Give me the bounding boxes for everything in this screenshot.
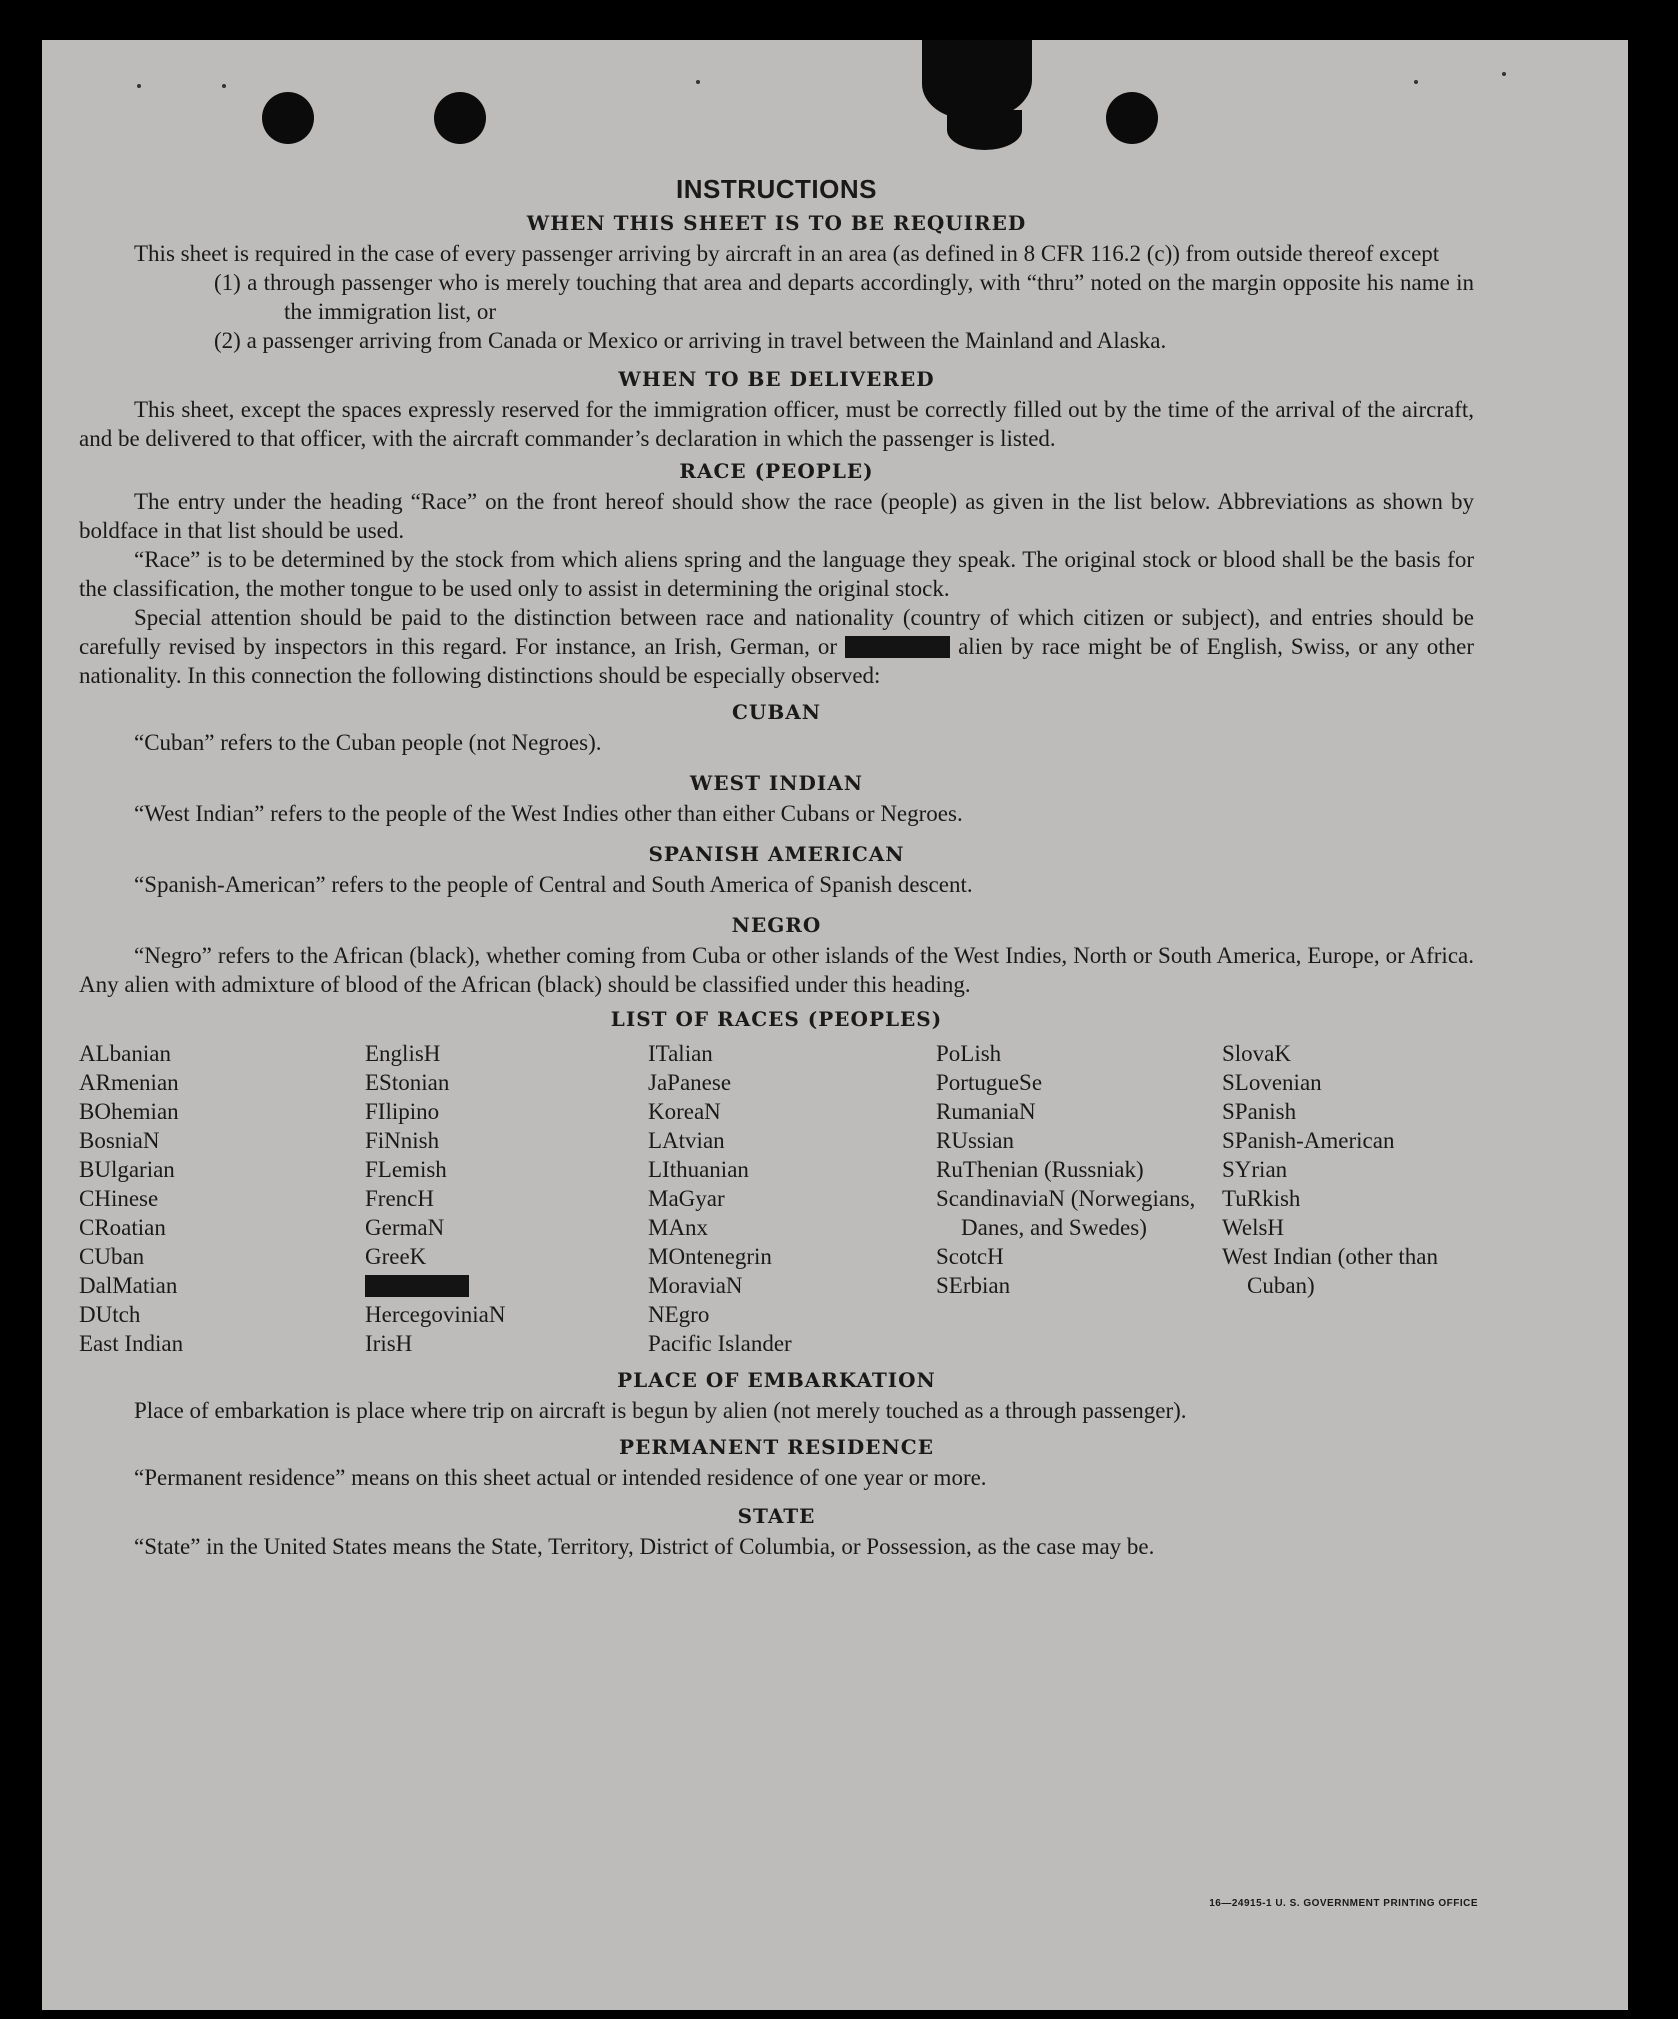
race-list-item: FrencH (365, 1186, 434, 1211)
redaction-mark (845, 636, 950, 658)
heading-cuban: CUBAN (731, 700, 822, 724)
race-list-item: RUssian (936, 1128, 1014, 1153)
negro-text: “Negro” refers to the African (black), whether coming from Cuba or other islands of the West Indies, North or South America, Europe, or Africa. Any alien with admixture of blood of the African (black) should be classified under this heading. (79, 943, 1474, 997)
race-list-item: IrisH (365, 1331, 413, 1356)
race-list-item: ALbanian (79, 1041, 171, 1066)
race-list-item: ScandinaviaN (Norwegians, Danes, and Swedes) (936, 1186, 1196, 1240)
race-list-item: BosniaN (79, 1128, 160, 1153)
heading-negro: NEGRO (731, 913, 822, 937)
race-paragraph-3-a: Special attention should be paid to the distinction between race and nationality (country of which citizen or subject), and entries should be carefully revised by inspectors in this regard. For instance, an Irish, German, or (79, 605, 1474, 659)
races-column (1222, 1039, 1474, 1358)
race-list-item: WelsH (1222, 1215, 1285, 1240)
race-list-item: MoraviaN (648, 1273, 743, 1298)
race-list-item: SLovenian (1222, 1070, 1322, 1095)
race-list-item: NEgro (648, 1302, 710, 1327)
when-required-item-1: (1) a through passenger who is merely touching that area and departs accordingly, with “thru” noted on the margin opposite his name in the immigration list, or (214, 270, 1474, 324)
race-paragraph-1: The entry under the heading “Race” on the front hereof should show the race (people) as given in the list below. Abbreviations as shown by boldface in that list should be used. (79, 489, 1474, 543)
state-text: “State” in the United States means the State, Territory, District of Columbia, or Possession, as the case may be. (134, 1534, 1155, 1559)
heading-when-delivered: WHEN TO BE DELIVERED (618, 367, 935, 391)
race-list-item: CRoatian (79, 1215, 166, 1240)
speck (696, 80, 700, 84)
west-indian-text: “West Indian” refers to the people of the West Indies other than either Cubans or Negroes. (134, 801, 963, 826)
race-list-item: RumaniaN (936, 1099, 1036, 1124)
punch-hole-center-left (434, 92, 486, 144)
speck (137, 84, 141, 88)
race-list-item: JaPanese (648, 1070, 732, 1095)
printer-imprint: 16—24915-1 U. S. GOVERNMENT PRINTING OFFICE (1209, 1898, 1478, 1909)
race-list-item: ITalian (648, 1041, 713, 1066)
heading-list-of-races: LIST OF RACES (PEOPLES) (610, 1007, 943, 1031)
race-paragraph-3 (79, 603, 1474, 690)
heading-state: STATE (737, 1504, 816, 1528)
embarkation-text: Place of embarkation is place where trip on aircraft is begun by alien (not merely touched as a through passenger). (134, 1398, 1187, 1423)
race-paragraph-3-b: alien by race might be of English, Swiss, or any other nationality. In this connection the following distinctions should be especially observed: (79, 634, 1475, 688)
heading-when-required: WHEN THIS SHEET IS TO BE REQUIRED (526, 211, 1027, 235)
races-list (79, 1039, 1474, 1358)
race-list-item: GreeK (365, 1244, 427, 1269)
race-list-item: SErbian (936, 1273, 1011, 1298)
race-list-item (365, 1271, 648, 1300)
race-paragraph-2: “Race” is to be determined by the stock from which aliens spring and the language they speak. The original stock or blood shall be the basis for the classification, the mother tongue to be used only to assist in determining the original stock. (79, 547, 1474, 601)
race-list-item: FiNnish (365, 1128, 440, 1153)
race-list-item: SPanish-American (1222, 1128, 1395, 1153)
races-column (79, 1039, 365, 1358)
heading-permanent-residence: PERMANENT RESIDENCE (619, 1435, 934, 1459)
speck (222, 84, 226, 88)
race-list-item: GermaN (365, 1215, 445, 1240)
permanent-residence-text: “Permanent residence” means on this sheet actual or intended residence of one year or more. (134, 1465, 987, 1490)
when-required-intro: This sheet is required in the case of every passenger arriving by aircraft in an area (as defined in 8 CFR 116.2 (c)) from outside thereof except (134, 241, 1440, 266)
race-list-item: DUtch (79, 1302, 141, 1327)
race-list-item: LAtvian (648, 1128, 725, 1153)
instructions-body (79, 174, 1474, 1561)
race-list-item: MOntenegrin (648, 1244, 772, 1269)
when-required-item-2: (2) a passenger arriving from Canada or Mexico or arriving in travel between the Mainland and Alaska. (214, 328, 1167, 353)
race-list-item: TuRkish (1222, 1186, 1301, 1211)
race-list-item: HercegoviniaN (365, 1302, 506, 1327)
race-list-item: BOhemian (79, 1099, 179, 1124)
race-list-item: ARmenian (79, 1070, 179, 1095)
when-delivered-text: This sheet, except the spaces expressly reserved for the immigration officer, must be correctly filled out by the time of the arrival of the aircraft, and be delivered to that officer, with the aircraft commander’s declaration in which the passenger is listed. (79, 397, 1474, 451)
page-title: INSTRUCTIONS (676, 174, 877, 204)
races-column (936, 1039, 1222, 1358)
race-list-item: West Indian (other than Cuban) (1222, 1244, 1438, 1298)
race-list-item: SYrian (1222, 1157, 1288, 1182)
race-list-item: BUlgarian (79, 1157, 175, 1182)
speck (1502, 72, 1506, 76)
race-list-item: DalMatian (79, 1273, 178, 1298)
torn-edge-lower (947, 110, 1022, 150)
heading-west-indian: WEST INDIAN (689, 771, 864, 795)
race-list-item: East Indian (79, 1331, 184, 1356)
race-list-item: CUban (79, 1244, 145, 1269)
speck (1414, 80, 1418, 84)
race-list-item: EnglisH (365, 1041, 441, 1066)
race-list-item: KoreaN (648, 1099, 721, 1124)
races-column (365, 1039, 648, 1358)
heading-spanish-american: SPANISH AMERICAN (648, 842, 905, 866)
cuban-text: “Cuban” refers to the Cuban people (not Negroes). (134, 730, 602, 755)
redaction-mark (365, 1275, 469, 1297)
race-list-item: FLemish (365, 1157, 447, 1182)
punch-hole-right (1106, 92, 1158, 144)
heading-embarkation: PLACE OF EMBARKATION (617, 1368, 936, 1392)
heading-race: RACE (PEOPLE) (679, 459, 874, 483)
race-list-item: PoLish (936, 1041, 1002, 1066)
race-list-item: FIlipino (365, 1099, 440, 1124)
race-list-item: ScotcH (936, 1244, 1004, 1269)
race-list-item: LIthuanian (648, 1157, 749, 1182)
race-list-item: SPanish (1222, 1099, 1297, 1124)
spanish-american-text: “Spanish-American” refers to the people of Central and South America of Spanish descent. (134, 872, 973, 897)
race-list-item: RuThenian (Russniak) (936, 1157, 1144, 1182)
race-list-item: CHinese (79, 1186, 159, 1211)
race-list-item: Pacific Islander (648, 1331, 792, 1356)
race-list-item: SlovaK (1222, 1041, 1291, 1066)
race-list-item: MaGyar (648, 1186, 725, 1211)
races-column (648, 1039, 936, 1358)
race-list-item: EStonian (365, 1070, 450, 1095)
race-list-item: MAnx (648, 1215, 709, 1240)
punch-hole-left (262, 92, 314, 144)
torn-edge (922, 40, 1032, 120)
race-list-item: PortugueSe (936, 1070, 1043, 1095)
